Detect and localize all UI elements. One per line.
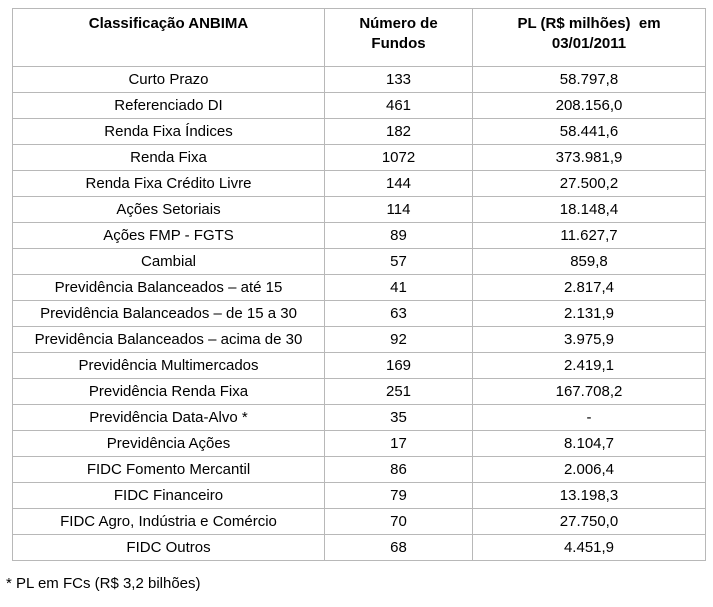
cell-classificacao: Previdência Balanceados – de 15 a 30 <box>13 301 325 327</box>
header-numero-fundos <box>325 9 473 67</box>
cell-pl: 13.198,3 <box>473 483 706 509</box>
cell-classificacao: Previdência Ações <box>13 431 325 457</box>
cell-classificacao: Ações FMP - FGTS <box>13 223 325 249</box>
cell-pl: 2.006,4 <box>473 457 706 483</box>
cell-numero-fundos: 1072 <box>325 145 473 171</box>
cell-numero-fundos: 92 <box>325 327 473 353</box>
cell-numero-fundos: 144 <box>325 171 473 197</box>
table-row <box>13 431 706 457</box>
cell-numero-fundos: 17 <box>325 431 473 457</box>
cell-classificacao: FIDC Financeiro <box>13 483 325 509</box>
table-row <box>13 171 706 197</box>
table-row <box>13 535 706 561</box>
cell-classificacao: Renda Fixa Crédito Livre <box>13 171 325 197</box>
cell-pl: 27.500,2 <box>473 171 706 197</box>
table-header-row <box>13 9 706 67</box>
cell-numero-fundos: 182 <box>325 119 473 145</box>
table-row <box>13 275 706 301</box>
cell-numero-fundos: 35 <box>325 405 473 431</box>
table-row <box>13 249 706 275</box>
table-row <box>13 353 706 379</box>
cell-pl: 167.708,2 <box>473 379 706 405</box>
cell-numero-fundos: 41 <box>325 275 473 301</box>
header-pl <box>473 9 706 67</box>
header-numero-fundos-text: Número de Fundos <box>359 15 438 52</box>
table-row <box>13 93 706 119</box>
cell-numero-fundos: 89 <box>325 223 473 249</box>
cell-classificacao: Previdência Renda Fixa <box>13 379 325 405</box>
cell-classificacao: Cambial <box>13 249 325 275</box>
cell-numero-fundos: 169 <box>325 353 473 379</box>
table-row <box>13 379 706 405</box>
cell-pl: 18.148,4 <box>473 197 706 223</box>
cell-numero-fundos: 63 <box>325 301 473 327</box>
cell-classificacao: Ações Setoriais <box>13 197 325 223</box>
cell-pl: 4.451,9 <box>473 535 706 561</box>
anbima-funds-table <box>12 8 706 561</box>
table-row <box>13 405 706 431</box>
cell-pl: - <box>473 405 706 431</box>
cell-classificacao: Previdência Multimercados <box>13 353 325 379</box>
header-pl-text: PL (R$ milhões) em 03/01/2011 <box>517 15 665 52</box>
cell-numero-fundos: 70 <box>325 509 473 535</box>
cell-numero-fundos: 461 <box>325 93 473 119</box>
cell-pl: 2.131,9 <box>473 301 706 327</box>
table-row <box>13 197 706 223</box>
anbima-table-container <box>12 8 706 561</box>
cell-classificacao: FIDC Outros <box>13 535 325 561</box>
cell-pl: 859,8 <box>473 249 706 275</box>
cell-numero-fundos: 57 <box>325 249 473 275</box>
table-row <box>13 509 706 535</box>
cell-pl: 11.627,7 <box>473 223 706 249</box>
table-row <box>13 483 706 509</box>
cell-pl: 58.441,6 <box>473 119 706 145</box>
header-classificacao: Classificação ANBIMA <box>13 9 325 67</box>
cell-numero-fundos: 251 <box>325 379 473 405</box>
table-row <box>13 223 706 249</box>
cell-classificacao: Previdência Balanceados – acima de 30 <box>13 327 325 353</box>
cell-pl: 8.104,7 <box>473 431 706 457</box>
cell-pl: 27.750,0 <box>473 509 706 535</box>
cell-classificacao: Renda Fixa <box>13 145 325 171</box>
table-row <box>13 457 706 483</box>
table-row <box>13 301 706 327</box>
cell-classificacao: Referenciado DI <box>13 93 325 119</box>
cell-pl: 2.817,4 <box>473 275 706 301</box>
footnote: * PL em FCs (R$ 3,2 bilhões) <box>6 575 201 592</box>
cell-pl: 208.156,0 <box>473 93 706 119</box>
cell-numero-fundos: 133 <box>325 67 473 93</box>
cell-numero-fundos: 114 <box>325 197 473 223</box>
cell-classificacao: Curto Prazo <box>13 67 325 93</box>
cell-pl: 3.975,9 <box>473 327 706 353</box>
cell-classificacao: Previdência Data-Alvo * <box>13 405 325 431</box>
cell-numero-fundos: 68 <box>325 535 473 561</box>
table-row <box>13 327 706 353</box>
table-row <box>13 119 706 145</box>
table-row <box>13 145 706 171</box>
cell-pl: 373.981,9 <box>473 145 706 171</box>
cell-pl: 58.797,8 <box>473 67 706 93</box>
cell-classificacao: FIDC Fomento Mercantil <box>13 457 325 483</box>
cell-numero-fundos: 79 <box>325 483 473 509</box>
cell-classificacao: FIDC Agro, Indústria e Comércio <box>13 509 325 535</box>
table-body <box>13 67 706 561</box>
cell-classificacao: Renda Fixa Índices <box>13 119 325 145</box>
cell-numero-fundos: 86 <box>325 457 473 483</box>
cell-classificacao: Previdência Balanceados – até 15 <box>13 275 325 301</box>
table-row <box>13 67 706 93</box>
cell-pl: 2.419,1 <box>473 353 706 379</box>
